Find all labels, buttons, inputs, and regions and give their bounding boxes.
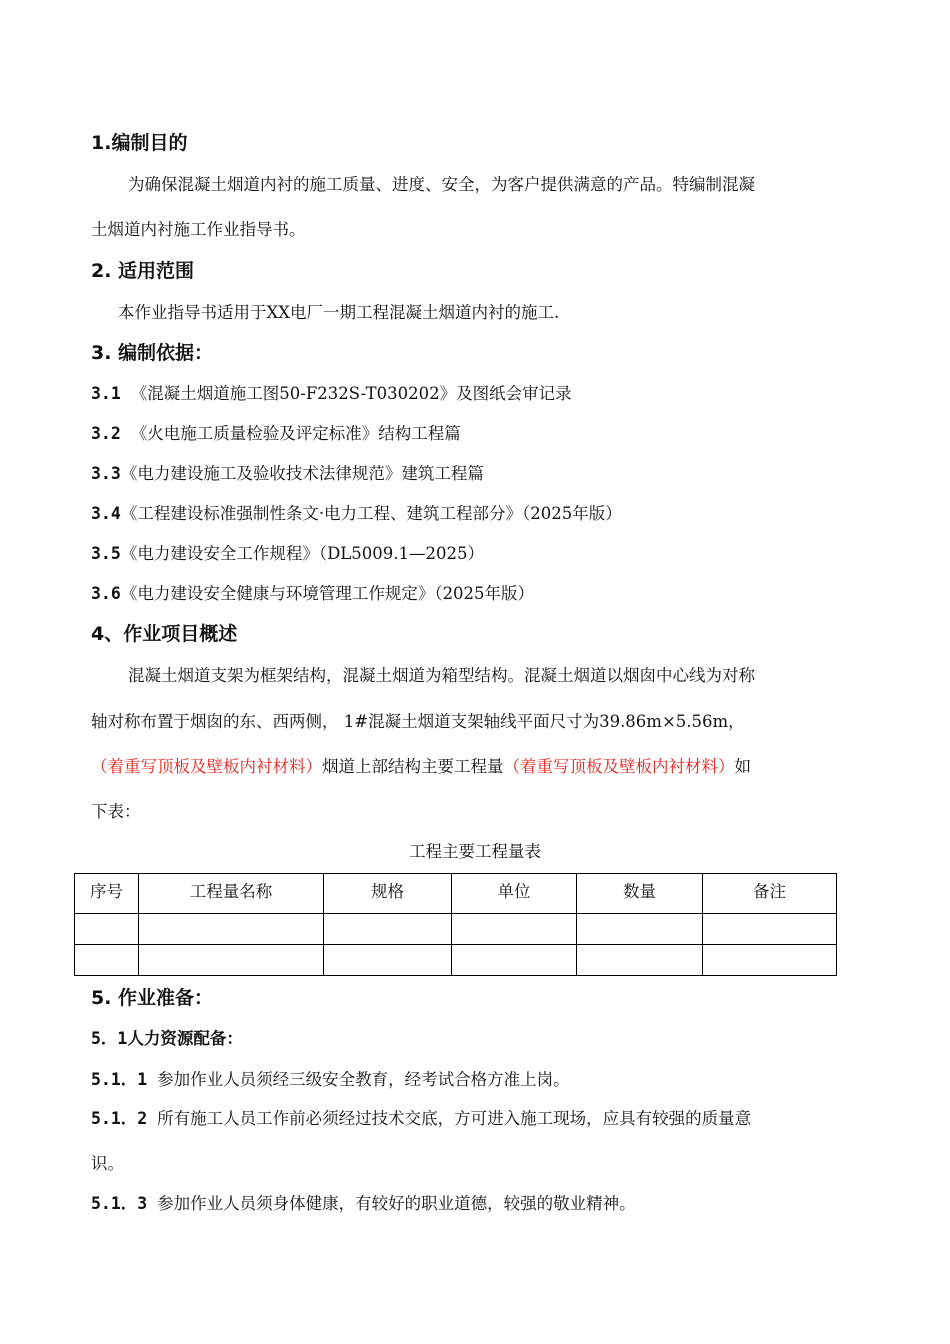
column-header: 数量	[577, 874, 703, 914]
requirement-item-continuation	[91, 1150, 124, 1174]
table-cell	[324, 914, 452, 945]
paragraph-text: 烟道上部结构主要工程量	[322, 757, 504, 776]
reference-item	[91, 580, 534, 604]
column-header: 工程量名称	[139, 874, 324, 914]
section-4-paragraph-line-4: 下表：	[91, 802, 141, 821]
reference-text: 《火电施工质量检验及评定标准》结构工程篇	[130, 424, 461, 443]
table-cell	[452, 945, 577, 976]
reference-number: 3.3	[91, 464, 121, 483]
reference-number: 3.6	[91, 584, 121, 603]
reference-text: 《工程建设标准强制性条文·电力工程、建筑工程部分》（2025年版）	[120, 504, 622, 523]
section-1-heading: 1.编制目的	[91, 132, 188, 154]
table-cell	[75, 914, 139, 945]
requirement-text: 所有施工人员工作前必须经过技术交底，方可进入施工现场，应具有较强的质量意	[157, 1109, 752, 1128]
table-cell	[324, 945, 452, 976]
reference-item	[91, 540, 484, 564]
column-header: 单位	[452, 874, 577, 914]
section-3-heading: 3. 编制依据：	[91, 342, 214, 364]
requirement-text: 参加作业人员须身体健康，有较好的职业道德，较强的敬业精神。	[157, 1194, 636, 1213]
table-cell	[577, 914, 703, 945]
quantity-table	[74, 873, 837, 976]
table-cell	[452, 914, 577, 945]
requirement-number: 5.1．1	[91, 1070, 158, 1089]
reference-item	[91, 500, 622, 524]
column-header: 备注	[703, 874, 837, 914]
requirement-item	[91, 1105, 751, 1129]
reference-item	[91, 460, 484, 484]
requirement-item	[91, 1066, 570, 1090]
requirement-number: 5.1．3	[91, 1194, 158, 1213]
reference-text: 《混凝土烟道施工图50-F232S-T030202》及图纸会审记录	[130, 384, 572, 403]
column-header: 规格	[324, 874, 452, 914]
emphasis-note-red: （着重写顶板及壁板内衬材料）	[503, 757, 735, 776]
reference-number: 3.5	[91, 544, 121, 563]
section-1-paragraph-line-2: 土烟道内衬施工作业指导书。	[91, 220, 306, 239]
table-cell	[139, 914, 324, 945]
reference-text: 《电力建设安全工作规程》（DL5009.1—2025）	[120, 544, 484, 563]
reference-text: 《电力建设施工及验收技术法律规范》建筑工程篇	[120, 464, 484, 483]
requirement-item	[91, 1190, 636, 1214]
reference-item	[91, 420, 461, 444]
reference-number: 3.1	[91, 384, 131, 403]
section-4-heading: 4、作业项目概述	[91, 623, 238, 645]
section-2-paragraph: 本作业指导书适用于XX电厂一期工程混凝土烟道内衬的施工.	[118, 303, 560, 322]
table-row	[75, 945, 837, 976]
requirement-number: 5.1．2	[91, 1109, 158, 1128]
section-1-paragraph-line-1: 为确保混凝土烟道内衬的施工质量、进度、安全，为客户提供满意的产品。特编制混凝	[128, 175, 755, 194]
reference-number: 3.2	[91, 424, 131, 443]
emphasis-note-red: （着重写顶板及壁板内衬材料）	[91, 757, 322, 776]
reference-number: 3.4	[91, 504, 121, 523]
table-header-row	[75, 874, 837, 914]
table-cell	[577, 945, 703, 976]
table-cell	[75, 945, 139, 976]
section-4-paragraph-line-1: 混凝土烟道支架为框架结构，混凝土烟道为箱型结构。混凝土烟道以烟囱中心线为对称	[128, 666, 755, 685]
table-cell	[139, 945, 324, 976]
section-2-heading: 2. 适用范围	[91, 260, 195, 282]
column-header: 序号	[75, 874, 139, 914]
section-5-heading: 5. 作业准备：	[91, 987, 214, 1009]
reference-item	[91, 380, 572, 404]
paragraph-text: 如	[734, 757, 751, 776]
table-cell	[703, 945, 837, 976]
reference-text: 《电力建设安全健康与环境管理工作规定》（2025年版）	[120, 584, 535, 603]
subsection-heading: 5．1人力资源配备：	[91, 1029, 243, 1048]
table-row	[75, 914, 837, 945]
requirement-text: 识。	[91, 1154, 124, 1173]
table-cell	[703, 914, 837, 945]
table-caption: 工程主要工程量表	[409, 842, 541, 861]
section-4-paragraph-line-2: 轴对称布置于烟囱的东、西两侧， 1#混凝土烟道支架轴线平面尺寸为39.86m×5.56m，	[91, 712, 745, 731]
section-4-paragraph-line-3	[91, 753, 751, 777]
requirement-text: 参加作业人员须经三级安全教育，经考试合格方准上岗。	[157, 1070, 570, 1089]
